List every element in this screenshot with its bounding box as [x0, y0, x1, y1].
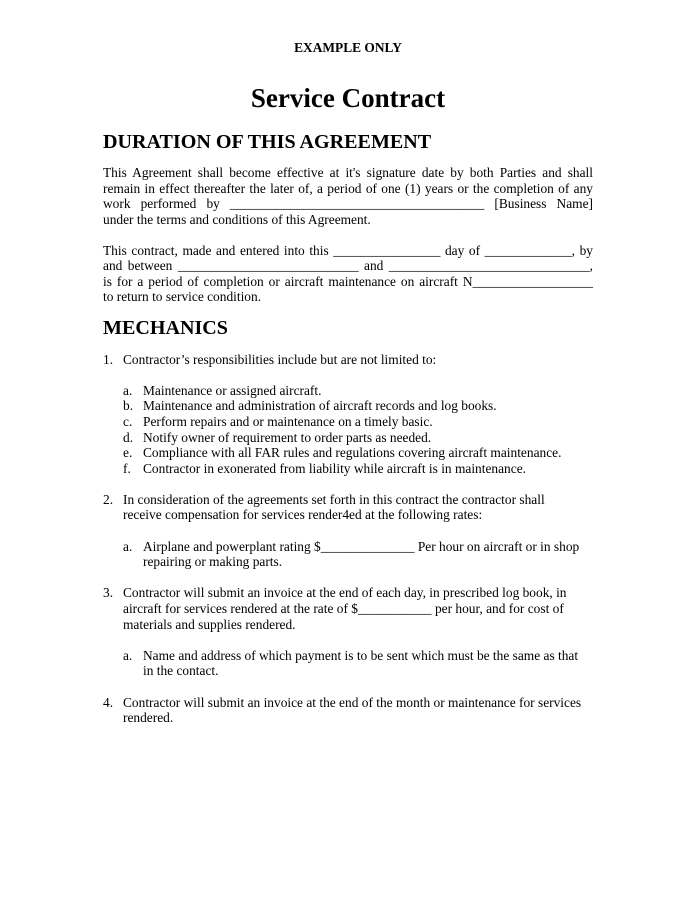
paragraph-line: to return to service condition.: [103, 289, 262, 305]
sub-list: [123, 648, 593, 679]
sub-item: [123, 648, 593, 679]
sub-item-letter: f.: [123, 460, 131, 476]
sub-list: [123, 539, 593, 570]
item-number: 4.: [103, 694, 114, 710]
paragraph-line: is for a period of completion or aircraft maintenance on aircraft N__________________: [103, 273, 593, 289]
sub-item: [123, 445, 593, 461]
item-number: 2.: [103, 491, 114, 507]
duration-paragraph-1: [103, 165, 593, 227]
item-line: receive compensation for services render4ed at the following rates:: [123, 507, 483, 523]
sub-item-text: Notify owner of requirement to order parts as needed.: [143, 429, 432, 445]
sub-item-text: Perform repairs and or maintenance on a timely basic.: [143, 413, 433, 429]
sub-item: [123, 430, 593, 446]
sub-item-letter: a.: [123, 538, 133, 554]
paragraph-line: remain in effect thereafter the later of, a period of one (1) years or the completion of any: [103, 180, 593, 196]
sub-item: [123, 461, 593, 477]
sub-item-text: Maintenance or assigned aircraft.: [143, 382, 322, 398]
mechanics-item-3: [103, 585, 593, 679]
sub-item: [123, 414, 593, 430]
item-line: Contractor will submit an invoice at the end of each day, in prescribed log book, in: [123, 585, 567, 601]
sub-item-letter: a.: [123, 382, 133, 398]
example-only-label: EXAMPLE ONLY: [294, 40, 402, 55]
sub-item-letter: c.: [123, 413, 133, 429]
paragraph-line: This contract, made and entered into this ________________ day of _____________, by: [103, 242, 593, 258]
paragraph-line: under the terms and conditions of this Agreement.: [103, 211, 371, 227]
sub-item-text: in the contact.: [143, 663, 219, 679]
paragraph-line: work performed by ______________________________________ [Business Name]: [103, 196, 593, 212]
sub-item-text: Name and address of which payment is to be sent which must be the same as that: [143, 647, 579, 663]
duration-heading: DURATION OF THIS AGREEMENT: [103, 130, 432, 153]
sub-item-text: Maintenance and administration of aircraft records and log books.: [143, 398, 497, 414]
document-title: Service Contract: [250, 82, 446, 113]
sub-item: [123, 398, 593, 414]
item-line: Contractor will submit an invoice at the end of the month or maintenance for services: [123, 694, 582, 710]
item-line: In consideration of the agreements set forth in this contract the contractor shall: [123, 491, 545, 507]
sub-item-letter: a.: [123, 647, 133, 663]
mechanics-item-1: [103, 352, 593, 477]
sub-list: [123, 383, 593, 477]
item-line: Contractor’s responsibilities include but are not limited to:: [123, 351, 437, 367]
item-line: aircraft for services rendered at the rate of $___________ per hour, and for cost of: [123, 601, 564, 617]
item-line: rendered.: [123, 710, 174, 726]
sub-item-letter: b.: [123, 398, 134, 414]
paragraph-line: This Agreement shall become effective at it's signature date by both Parties and shall: [103, 165, 593, 181]
sub-item-letter: e.: [123, 445, 133, 461]
item-line: materials and supplies rendered.: [123, 616, 296, 632]
item-number: 1.: [103, 351, 114, 367]
sub-item-text: Airplane and powerplant rating $______________ Per hour on aircraft or in shop: [143, 538, 580, 554]
sub-item-letter: d.: [123, 429, 134, 445]
mechanics-item-2: [103, 492, 593, 570]
mechanics-heading: MECHANICS: [103, 316, 228, 339]
sub-item-text: Contractor in exonerated from liability while aircraft is in maintenance.: [143, 460, 526, 476]
item-number: 3.: [103, 585, 114, 601]
sub-item: [123, 539, 593, 570]
paragraph-line: and between ___________________________ and ______________________________,: [103, 258, 593, 274]
duration-paragraph-2: [103, 243, 593, 305]
mechanics-item-4: [103, 695, 593, 726]
sub-item-text: Compliance with all FAR rules and regulations covering aircraft maintenance.: [143, 445, 562, 461]
sub-item: [123, 383, 593, 399]
mechanics-list: [103, 352, 593, 726]
sub-item-text: repairing or making parts.: [143, 554, 283, 570]
